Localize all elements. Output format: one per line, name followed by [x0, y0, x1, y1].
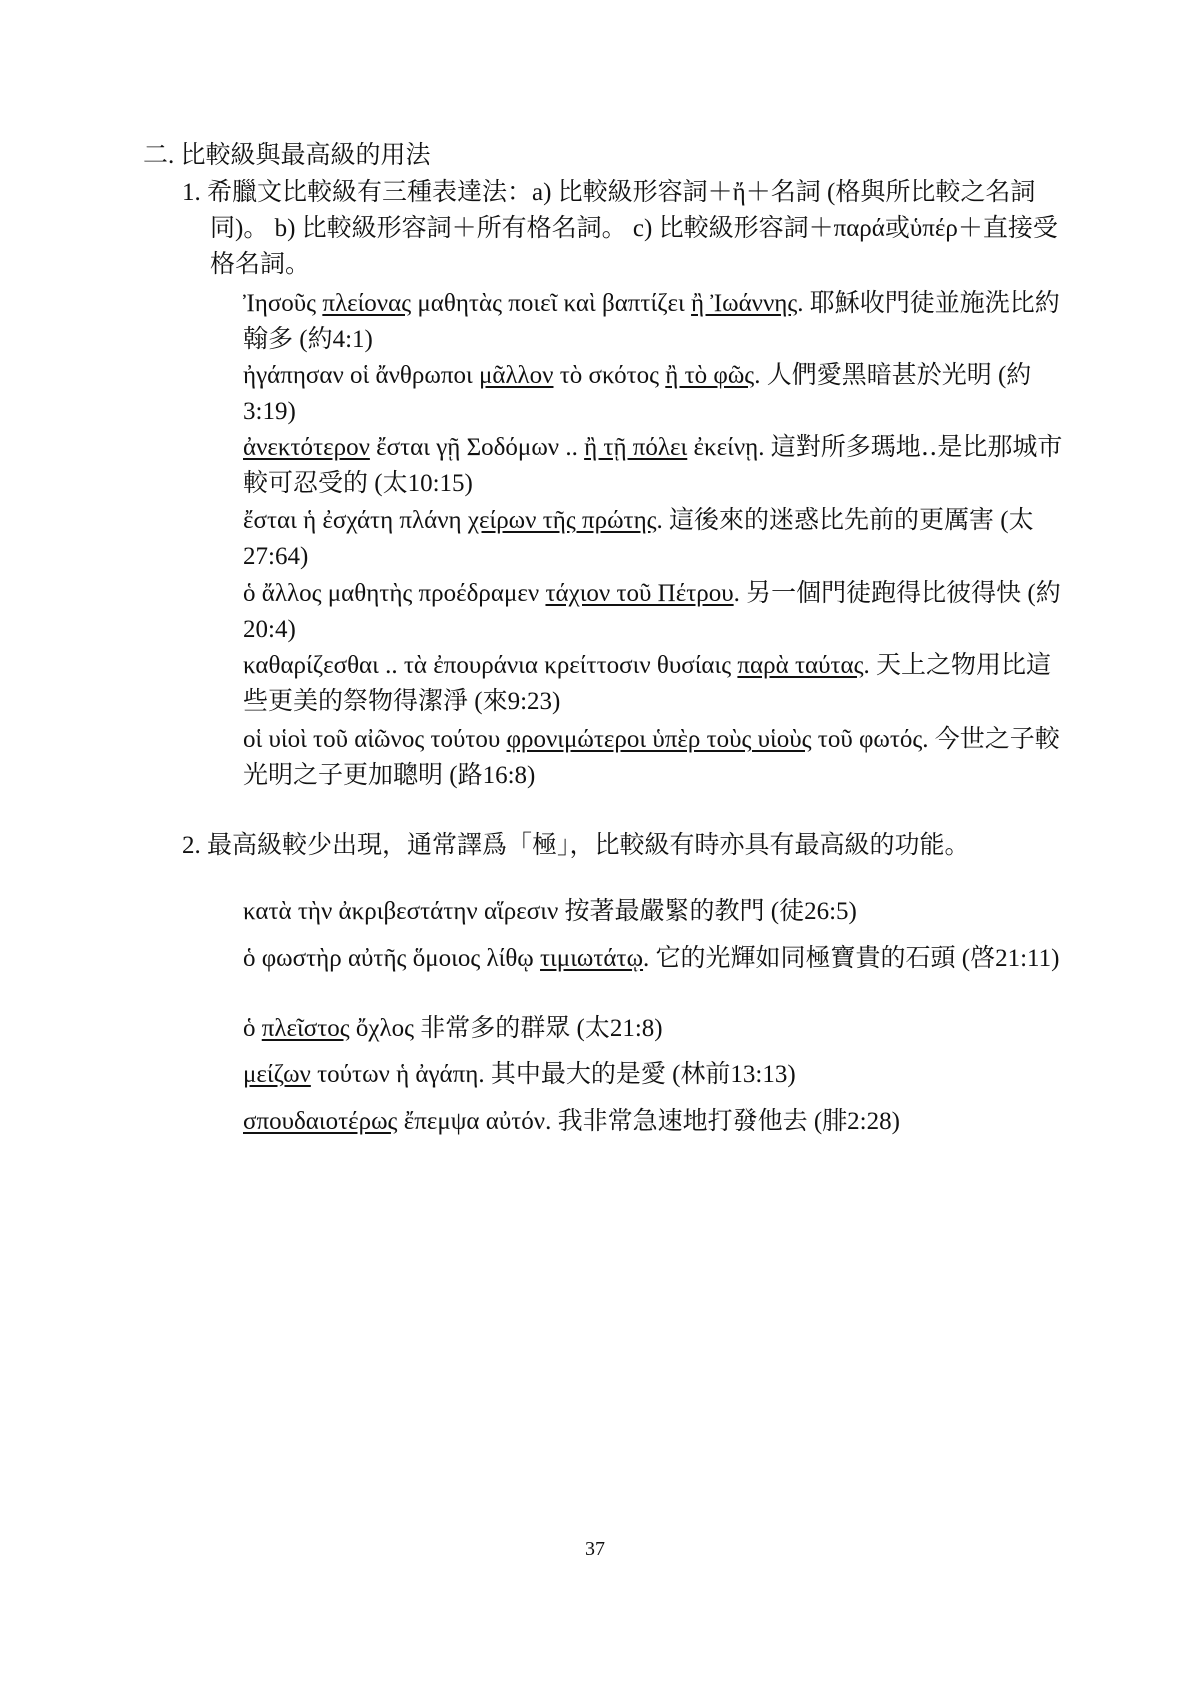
chinese-translation: 我非常急速地打發他去 (腓2:28)	[557, 1108, 900, 1135]
greek-phrase: .	[733, 580, 747, 607]
underlined-phrase: πλείονας	[322, 290, 412, 317]
greek-phrase: ὁ φωστὴρ αὐτῆς ὅμοιος λίθῳ	[243, 945, 541, 972]
chinese-translation: 這對所多瑪地‥是比那城市較可忍受的 (太10:15)	[243, 434, 1063, 497]
greek-phrase: .	[797, 290, 810, 317]
example-line	[243, 576, 1063, 648]
underlined-phrase: πλεῖστος	[261, 1015, 350, 1042]
underlined-phrase: χείρων τῆς πρώτης	[467, 507, 657, 534]
greek-phrase: ἔσται ἡ ἐσχάτη πλάνη	[243, 507, 468, 534]
greek-phrase: καθαρίζεσθαι .. τὰ ἐπουράνια κρείττοσιν θυσίαις	[243, 652, 738, 679]
item-number: 2.	[182, 832, 201, 859]
greek-phrase: ἐκείνῃ.	[687, 434, 771, 461]
underlined-phrase: τάχιον τοῦ Πέτρου	[545, 580, 734, 607]
underlined-phrase: παρὰ ταύτας	[737, 652, 864, 679]
greek-text	[243, 434, 771, 461]
underlined-phrase: τιμιωτάτῳ	[540, 945, 644, 972]
greek-text	[243, 507, 669, 534]
greek-phrase: ἠγάπησαν οἱ ἄνθρωποι	[243, 362, 479, 389]
underlined-phrase: ἢ τὸ φῶς	[665, 362, 755, 389]
underlined-phrase: φρονιμώτεροι ὑπὲρ τοὺς υἱοὺς	[506, 726, 812, 753]
chinese-translation: 今世之子較光明之子更加聰明 (路16:8)	[243, 726, 1060, 789]
example-line	[243, 1057, 1063, 1093]
greek-phrase: οἱ υἱοὶ τοῦ αἰῶνος τούτου	[243, 726, 507, 753]
example-line	[243, 1104, 1063, 1140]
greek-phrase: .	[754, 362, 767, 389]
greek-text	[243, 362, 767, 389]
list-item-1	[182, 175, 1070, 283]
chinese-translation: 耶穌收門徒並施洗比約翰多 (約4:1)	[243, 290, 1060, 353]
chinese-translation: 人們愛黑暗甚於光明 (約3:19)	[243, 362, 1032, 425]
chinese-translation: 非常多的群眾 (太21:8)	[420, 1015, 663, 1042]
greek-text	[243, 1015, 420, 1042]
page-number: 37	[585, 1538, 605, 1560]
item-text: 最高級較少出現，通常譯爲「極」，比較級有時亦具有最高級的功能。	[207, 832, 970, 859]
greek-phrase: μαθητὰς ποιεῖ καὶ βαπτίζει	[411, 290, 692, 317]
chinese-translation: 其中最大的是愛 (林前13:13)	[490, 1061, 796, 1088]
underlined-phrase: ἀνεκτότερον	[243, 434, 370, 461]
greek-text	[243, 580, 746, 607]
example-line	[243, 894, 1063, 930]
example-line	[243, 358, 1063, 430]
greek-phrase: ὁ ἄλλος μαθητὴς προέδραμεν	[243, 580, 546, 607]
example-line	[243, 1011, 1063, 1047]
underlined-phrase: ἢ Ἰωάννης	[691, 290, 798, 317]
list-item-2	[182, 828, 1070, 864]
greek-text	[243, 1108, 558, 1135]
greek-text	[243, 726, 935, 753]
item-number: 1.	[182, 179, 201, 206]
greek-phrase: τούτων ἡ ἀγάπη.	[310, 1061, 491, 1088]
greek-phrase: Ἰησοῦς	[243, 290, 323, 317]
greek-text	[243, 290, 810, 317]
underlined-phrase: μᾶλλον	[478, 362, 554, 389]
example-line	[243, 503, 1063, 575]
example-line	[243, 430, 1063, 502]
greek-phrase: ὁ	[243, 1015, 262, 1042]
chinese-translation: 按著最嚴緊的教門 (徒26:5)	[564, 898, 857, 925]
greek-text	[243, 945, 656, 972]
chinese-translation: 另一個門徒跑得比彼得快 (約20:4)	[243, 580, 1061, 643]
greek-phrase: ἔσται γῇ Σοδόμων ..	[369, 434, 585, 461]
chinese-translation: 這後來的迷惑比先前的更厲害 (太27:64)	[243, 507, 1034, 570]
greek-text	[243, 898, 565, 925]
greek-phrase: .	[643, 945, 656, 972]
chinese-translation: 天上之物用比這些更美的祭物得潔淨 (來9:23)	[243, 652, 1052, 715]
example-line	[243, 286, 1063, 358]
example-line	[243, 722, 1063, 794]
underlined-phrase: ἢ τῇ πόλει	[584, 434, 688, 461]
greek-phrase: τὸ σκότος	[553, 362, 666, 389]
greek-phrase: κατὰ τὴν ἀκριβεστάτην αἵρεσιν	[243, 898, 565, 925]
underlined-phrase: σπουδαιοτέρως	[243, 1108, 398, 1135]
greek-phrase: .	[863, 652, 877, 679]
underlined-phrase: μείζων	[243, 1061, 311, 1088]
greek-text	[243, 652, 876, 679]
greek-phrase: ἔπεμψα αὐτόν.	[397, 1108, 558, 1135]
section-title: 二. 比較級與最高級的用法	[143, 142, 431, 169]
example-line	[243, 941, 1063, 977]
greek-text	[243, 1061, 491, 1088]
example-line	[243, 648, 1063, 720]
greek-phrase: .	[656, 507, 670, 534]
item-text: 希臘文比較級有三種表達法：a) 比較級形容詞＋ἤ＋名詞 (格與所比較之名詞同)。 b) 比較級形容詞＋所有格名詞。 c) 比較級形容詞＋παρά或ὑπέρ＋直接受格名詞。	[207, 179, 1058, 278]
greek-phrase: τοῦ φωτός.	[811, 726, 935, 753]
chinese-translation: 它的光輝如同極寶貴的石頭 (啓21:11)	[655, 945, 1060, 972]
greek-phrase: ὄχλος	[349, 1015, 421, 1042]
